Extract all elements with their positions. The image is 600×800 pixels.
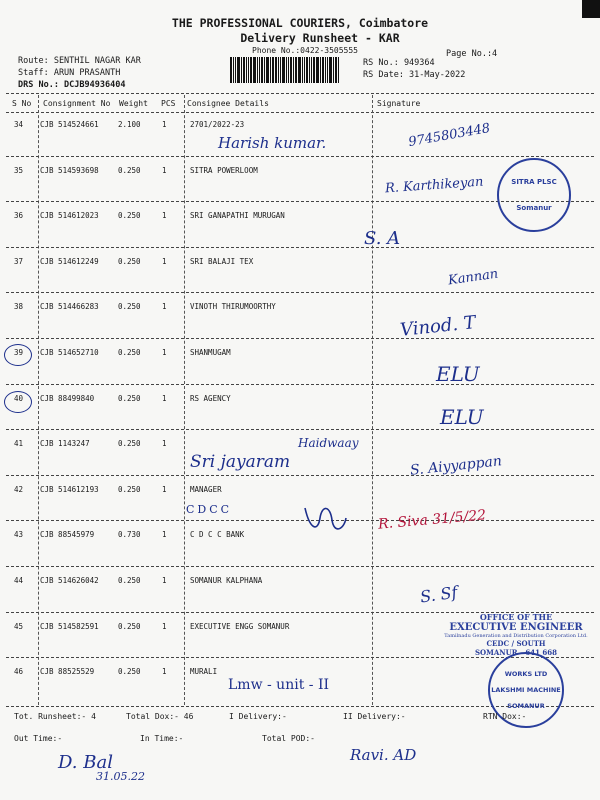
row-sno: 45 bbox=[14, 622, 24, 631]
row-consignment-no: CJB 88545979 bbox=[40, 530, 95, 539]
row42-handwritten-name: CDCC bbox=[186, 503, 233, 516]
row41-signature: S. Aiyyappan bbox=[409, 453, 503, 479]
row-consignee: SHANMUGAM bbox=[190, 348, 231, 357]
row-consignment-no: CJB 514612249 bbox=[40, 257, 99, 266]
row-weight: 0.730 bbox=[118, 530, 141, 539]
row-sno: 46 bbox=[14, 667, 24, 676]
row-consignment-no: CJB 88525529 bbox=[40, 667, 95, 676]
row-sno: 44 bbox=[14, 576, 24, 585]
bottom-mid-signature: Ravi. AD bbox=[350, 746, 417, 764]
row-consignment-no: CJB 514524661 bbox=[40, 120, 99, 129]
lmw-stamp-line3: SOMANUR bbox=[507, 702, 545, 710]
row34-handwritten-name: Harish kumar. bbox=[218, 134, 327, 152]
staff: Staff: ARUN PRASANTH bbox=[18, 68, 121, 78]
row-consignee: EXECUTIVE ENGG SOMANUR bbox=[190, 622, 290, 631]
row-consignee: SRI GANAPATHI MURUGAN bbox=[190, 211, 285, 220]
row-sno: 39 bbox=[14, 348, 24, 357]
lmw-stamp-line2: LAKSHMI MACHINE bbox=[491, 686, 561, 694]
row-pcs: 1 bbox=[162, 120, 167, 129]
ee-stamp-line3: Tamilnadu Generation and Distribution Corporation Ltd. bbox=[444, 633, 588, 639]
col-sno: S No bbox=[12, 99, 32, 108]
sitra-round-stamp bbox=[497, 158, 571, 232]
col-consignment: Consignment No bbox=[43, 99, 111, 108]
row-divider bbox=[6, 292, 594, 293]
row-pcs: 1 bbox=[162, 439, 167, 448]
barcode bbox=[230, 57, 356, 83]
row-sno: 37 bbox=[14, 257, 24, 266]
row-divider bbox=[6, 429, 594, 430]
row36-signature: S. A bbox=[364, 228, 401, 249]
row-weight: 0.250 bbox=[118, 576, 141, 585]
row-consignment-no: CJB 514593698 bbox=[40, 166, 99, 175]
company-title: THE PROFESSIONAL COURIERS, Coimbatore bbox=[171, 16, 429, 30]
row-weight: 2.100 bbox=[118, 120, 141, 129]
row39-signature: ELU bbox=[436, 362, 480, 386]
row-consignee: RS AGENCY bbox=[190, 394, 231, 403]
row-weight: 0.250 bbox=[118, 667, 141, 676]
footer-total-pod: Total POD:- bbox=[262, 734, 315, 743]
row-consignee: MURALI bbox=[190, 667, 218, 676]
footer-in-time: In Time:- bbox=[140, 734, 184, 743]
divider-header bbox=[6, 112, 594, 113]
row-consignee: SRI BALAJI TEX bbox=[190, 257, 254, 266]
row35-signature: R. Karthikeyan bbox=[384, 174, 484, 197]
row-weight: 0.250 bbox=[118, 211, 141, 220]
row-sno: 43 bbox=[14, 530, 24, 539]
executive-engineer-stamp bbox=[432, 612, 600, 657]
rs-number: RS No.: 949364 bbox=[363, 58, 435, 68]
row-pcs: 1 bbox=[162, 667, 167, 676]
row-pcs: 1 bbox=[162, 394, 167, 403]
row38-signature: Vinod. T bbox=[399, 312, 477, 341]
row-pcs: 1 bbox=[162, 166, 167, 175]
row-divider bbox=[6, 247, 594, 248]
row-consignment-no: CJB 1143247 bbox=[40, 439, 90, 448]
row-pcs: 1 bbox=[162, 576, 167, 585]
runsheet-title: Delivery Runsheet - KAR bbox=[240, 31, 400, 45]
row-divider bbox=[6, 338, 594, 339]
row-consignment-no: CJB 514626042 bbox=[40, 576, 99, 585]
bottom-left-signature: D. Bal bbox=[58, 752, 113, 773]
row-weight: 0.250 bbox=[118, 348, 141, 357]
ee-stamp-line5: SOMANUR - 641 668 bbox=[474, 648, 558, 657]
row-pcs: 1 bbox=[162, 530, 167, 539]
sitra-stamp-line1: SITRA PLSC bbox=[511, 178, 557, 186]
row41-handwritten-extra: Haidwaay bbox=[298, 436, 359, 450]
row-weight: 0.250 bbox=[118, 439, 141, 448]
drs-number: DRS No.: DCJB94936404 bbox=[18, 80, 126, 90]
row-pcs: 1 bbox=[162, 211, 167, 220]
vline-1 bbox=[38, 95, 39, 705]
footer-out-time: Out Time:- bbox=[14, 734, 63, 743]
row-consignee: C D C C BANK bbox=[190, 530, 245, 539]
vline-3 bbox=[372, 95, 373, 705]
rs-date: RS Date: 31-May-2022 bbox=[363, 70, 466, 80]
row46-handwritten-name: Lmw - unit - II bbox=[228, 677, 330, 693]
col-consignee: Consignee Details bbox=[187, 99, 269, 108]
row-consignment-no: CJB 514612193 bbox=[40, 485, 99, 494]
row-consignee: SITRA POWERLOOM bbox=[190, 166, 258, 175]
row-divider bbox=[6, 566, 594, 567]
row-weight: 0.250 bbox=[118, 485, 141, 494]
footer-ii-delivery: II Delivery:- bbox=[343, 712, 406, 721]
row41-handwritten-name: Sri jayaram bbox=[190, 452, 291, 472]
footer-rtn-dox: RTN Dox:- bbox=[483, 712, 527, 721]
row-pcs: 1 bbox=[162, 622, 167, 631]
bottom-left-date: 31.05.22 bbox=[96, 770, 145, 783]
col-signature: Signature bbox=[377, 99, 421, 108]
sitra-stamp-line2: Somanur bbox=[516, 204, 552, 212]
row-consignment-no: CJB 88499840 bbox=[40, 394, 95, 403]
row-consignment-no: CJB 514466283 bbox=[40, 302, 99, 311]
phone-number: Phone No.:0422-3505555 bbox=[252, 46, 358, 55]
row-sno: 41 bbox=[14, 439, 24, 448]
row-weight: 0.250 bbox=[118, 257, 141, 266]
row-pcs: 1 bbox=[162, 348, 167, 357]
ee-stamp-line4: CEDC / SOUTH bbox=[486, 639, 546, 648]
row-consignee: 2701/2022-23 bbox=[190, 120, 245, 129]
row-sno: 36 bbox=[14, 211, 24, 220]
row-weight: 0.250 bbox=[118, 394, 141, 403]
row37-signature: Kannan bbox=[447, 266, 500, 289]
row-consignment-no: CJB 514652710 bbox=[40, 348, 99, 357]
row44-signature: S. Sf bbox=[418, 582, 459, 607]
row-sno: 35 bbox=[14, 166, 24, 175]
row-sno: 40 bbox=[14, 394, 24, 403]
row-sno: 42 bbox=[14, 485, 24, 494]
row40-circle-mark bbox=[4, 391, 32, 413]
row-divider bbox=[6, 475, 594, 476]
row43-signature-red: R. Siva 31/5/22 bbox=[377, 507, 487, 533]
footer-i-delivery: I Delivery:- bbox=[229, 712, 287, 721]
row-consignee: VINOTH THIRUMOORTHY bbox=[190, 302, 276, 311]
row-consignment-no: CJB 514612023 bbox=[40, 211, 99, 220]
footer-tot-runsheet: Tot. Runsheet:- 4 bbox=[14, 712, 96, 721]
route: Route: SENTHIL NAGAR KAR bbox=[18, 56, 141, 66]
row-divider bbox=[6, 156, 594, 157]
ee-stamp-line2: EXECUTIVE ENGINEER bbox=[449, 622, 583, 633]
ee-stamp-line1: OFFICE OF THE bbox=[479, 612, 553, 622]
col-weight: Weight bbox=[119, 99, 148, 108]
page-number: Page No.:4 bbox=[446, 49, 498, 59]
row34-signature: 9745803448 bbox=[407, 120, 492, 151]
row42-signature-scribble bbox=[300, 500, 350, 536]
row-pcs: 1 bbox=[162, 257, 167, 266]
row-consignment-no: CJB 514582591 bbox=[40, 622, 99, 631]
row-pcs: 1 bbox=[162, 302, 167, 311]
footer-total-dox: Total Dox:- 46 bbox=[126, 712, 194, 721]
col-pcs: PCS bbox=[161, 99, 176, 108]
row40-signature: ELU bbox=[440, 405, 484, 429]
row-divider bbox=[6, 384, 594, 385]
row-sno: 34 bbox=[14, 120, 24, 129]
vline-2 bbox=[184, 95, 185, 705]
row-weight: 0.250 bbox=[118, 302, 141, 311]
row-pcs: 1 bbox=[162, 485, 167, 494]
row-weight: 0.250 bbox=[118, 622, 141, 631]
row-weight: 0.250 bbox=[118, 166, 141, 175]
row-consignee: MANAGER bbox=[190, 485, 222, 494]
divider-top bbox=[6, 93, 594, 94]
lmw-stamp-line1: WORKS LTD bbox=[504, 670, 548, 678]
row-consignee: SOMANUR KALPHANA bbox=[190, 576, 263, 585]
row39-circle-mark bbox=[4, 344, 32, 366]
row-sno: 38 bbox=[14, 302, 24, 311]
